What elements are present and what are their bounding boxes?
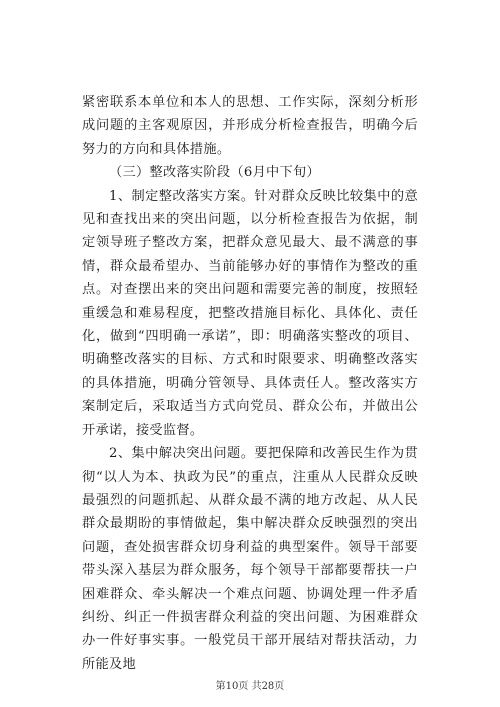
paragraph-solve-problems: 2、集中解决突出问题。要把保障和改善民生作为贯彻“以人为本、执政为民”的重点，注重从人民群众反映最强烈的问题抓起、从群众最不满的地方改起、从人民群众最期盼的事情做起，集中解决群众反映强烈的突出问题，查处损害群众切身利益的典型案件。领导干部要带头深入基层为群众服务，每个领导干部都要帮扶一户困难群众、牵头解决一个难点问题、协调处理一件矛盾纠纷、纠正一件损害群众利益的突出问题、为困难群众办一件好事实事。一般党员干部开展结对帮扶活动，力所能及地 bbox=[82, 446, 418, 672]
page-footer: 第10页 共28页 bbox=[215, 681, 285, 692]
paragraph-rectification-plan: 1、制定整改落实方案。针对群众反映比较集中的意见和查找出来的突出问题，以分析检查报告为依据，制定领导班子整改方案，把群众意见最大、最不满意的事情，群众最希望办、当前能够办好的事情作为整改的重点。对查摆出来的突出问题和需要完善的制度，按照轻重缓急和难易程度，把整改措施目标化、具体化、责任化，做到“四明确一承诺”，即：明确落实整改的项目、明确整改落实的目标、方式和时限要求、明确整改落实的具体措施，明确分管领导、具体责任人。整改落实方案制定后，采取适当方式向党员、群众公布，并做出公开承诺，接受监督。 bbox=[82, 188, 418, 438]
document-body bbox=[82, 91, 418, 676]
paragraph-continuation: 紧密联系本单位和本人的思想、工作实际，深刻分析形成问题的主客观原因，并形成分析检查报告，明确今后努力的方向和具体措施。 bbox=[82, 95, 418, 157]
section-heading: （三）整改落实阶段（6月中下旬） bbox=[109, 165, 321, 181]
